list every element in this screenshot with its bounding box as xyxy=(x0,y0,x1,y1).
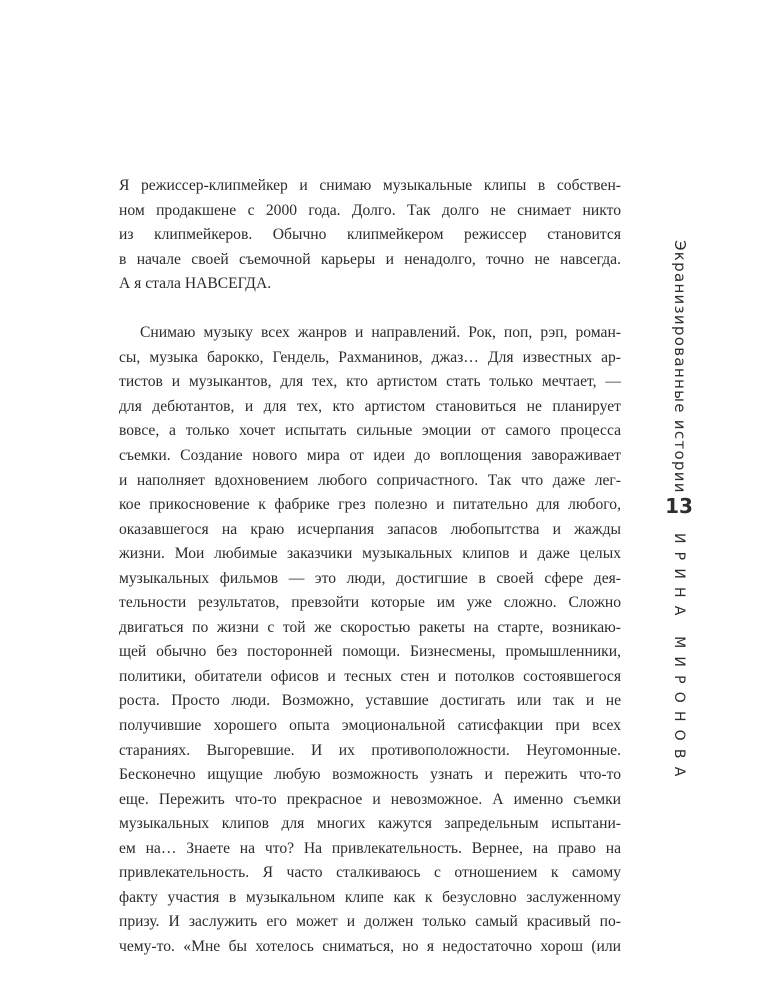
body-text xyxy=(119,174,621,960)
text-line: в начале своей съемочной карьеры и ненадолго, точно не навсегда. xyxy=(119,250,621,268)
text-line: еще. Пережить что-то прекрасное и невозможное. А именно съемки xyxy=(119,790,621,808)
text-line: для дебютантов, и для тех, кто артистом становиться не планирует xyxy=(119,397,621,415)
text-line: чему-то. «Мне бы хотелось сниматься, но я недостаточно хорош (или xyxy=(119,937,621,955)
text-line: музыкальных фильмов — это люди, достигшие в своей сфере дея- xyxy=(119,569,621,587)
text-line: ном продакшене с 2000 года. Долго. Так долго не снимает никто xyxy=(119,201,621,219)
paragraph-2 xyxy=(119,321,621,959)
text-line: вовсе, а только хочет испытать сильные эмоции от самого процесса xyxy=(119,422,621,440)
text-line: жизни. Мои любимые заказчики музыкальных клипов и даже целых xyxy=(119,545,621,563)
text-line: привлекательность. Я часто сталкиваюсь с отношением к самому xyxy=(119,864,621,882)
text-line: роста. Просто люди. Возможно, уставшие достигать или так и не xyxy=(119,692,621,710)
text-line: стараниях. Выгоревшие. И их противоположности. Неугомонные. xyxy=(119,741,621,759)
text-line: Бесконечно ищущие любую возможность узнать и пережить что-то xyxy=(119,766,621,784)
text-line: оказавшегося на краю исчерпания запасов любопытства и жажды xyxy=(119,520,621,538)
text-line: А я стала НАВСЕГДА. xyxy=(119,275,272,293)
text-line: щей обычно без посторонней помощи. Бизнесмены, промышленники, xyxy=(119,643,621,661)
running-sidebar xyxy=(649,240,709,785)
text-line: ем на… Знаете на что? На привлекательность. Вернее, на право на xyxy=(119,839,621,857)
paragraph-gap xyxy=(119,297,621,322)
text-line: сы, музыка барокко, Гендель, Рахманинов, джаз… Для известных ар- xyxy=(119,348,621,366)
text-line: политики, обитатели офисов и тесных стен и потолков состоявшегося xyxy=(119,667,621,685)
text-line: получившие хорошего опыта эмоциональной сатисфакции при всех xyxy=(119,717,621,735)
author-name: ИРИНА МИРОНОВА xyxy=(671,533,687,785)
text-line: и наполняет вдохновением любого сопричастного. Так что даже лег- xyxy=(119,471,621,489)
text-line: тистов и музыкантов, для тех, кто артистом стать только мечтает, — xyxy=(119,373,621,391)
text-line: двигаться по жизни с той же скоростью ракеты на старте, возникаю- xyxy=(119,618,621,636)
page-number: 13 xyxy=(665,494,693,518)
text-line: Снимаю музыку всех жанров и направлений. Рок, поп, рэп, роман- xyxy=(140,324,621,342)
text-line: Я режиссер-клипмейкер и снимаю музыкальные клипы в собствен- xyxy=(119,177,621,194)
text-line: съемки. Создание нового мира от идеи до воплощения завораживает xyxy=(119,447,621,465)
text-line: кое прикосновение к фабрике грез полезно и питательно для любого, xyxy=(119,496,621,514)
paragraph-1 xyxy=(119,174,621,297)
section-title: Экранизированные истории xyxy=(671,240,689,494)
text-line: музыкальных клипов для многих кажутся запредельным испытани- xyxy=(119,815,621,833)
text-line: из клипмейкеров. Обычно клипмейкером режиссер становится xyxy=(119,226,621,244)
text-line: тельности результатов, превзойти которые им уже сложно. Сложно xyxy=(119,594,621,612)
text-line: факту участия в музыкальном клипе как к безусловно заслуженному xyxy=(119,888,621,906)
text-line: призу. И заслужить его может и должен только самый красивый по- xyxy=(119,913,621,931)
